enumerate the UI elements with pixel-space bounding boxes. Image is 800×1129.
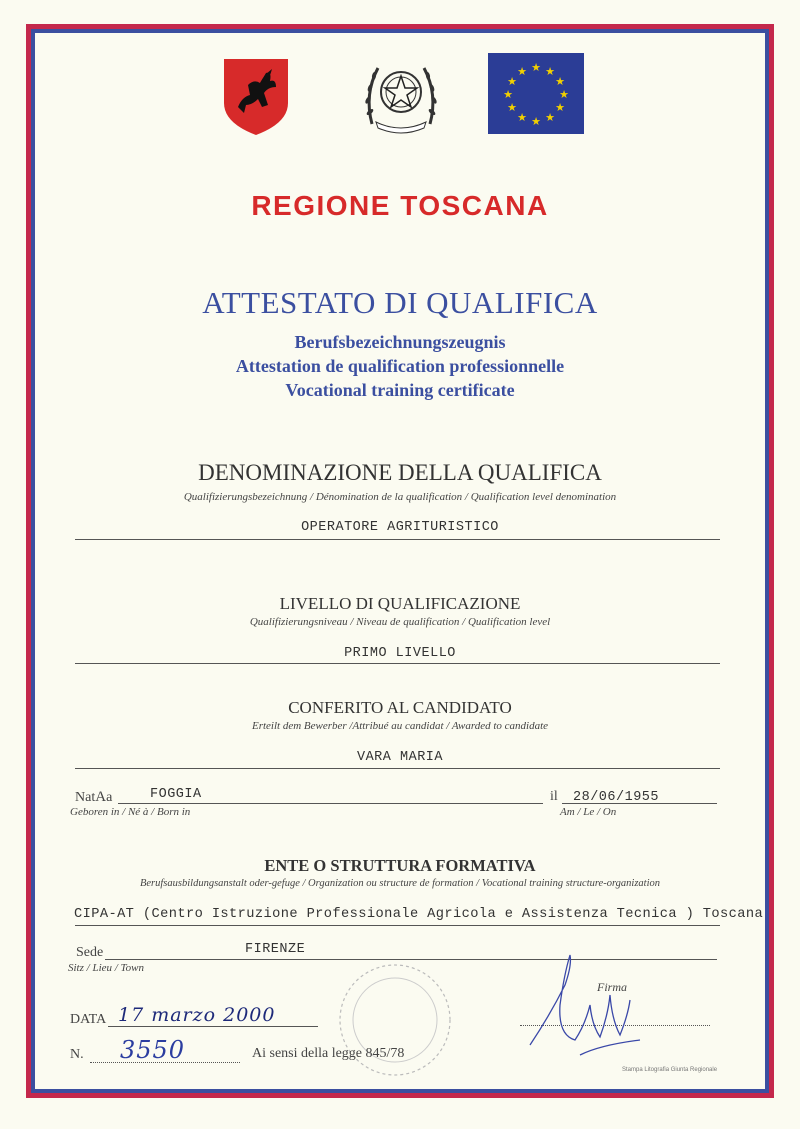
institution-translation: Berufsausbildungsanstalt oder-gefuge / Organization ou structure de formation / Vocational training structure-organization <box>139 878 661 889</box>
birth-date: 28/06/1955 <box>573 790 660 805</box>
born-suffix-a2: a <box>106 790 113 805</box>
seat-value: FIRENZE <box>245 942 306 957</box>
seat-label: Sede <box>76 945 104 960</box>
footer-number-line <box>90 1062 240 1063</box>
level-line <box>75 663 720 664</box>
qualification-heading: DENOMINAZIONE DELLA QUALIFICA <box>198 460 602 485</box>
born-label <box>75 789 112 806</box>
candidate-line <box>75 768 720 769</box>
european-union-flag-icon <box>488 53 584 134</box>
date-translation: Am / Le / On <box>560 806 617 818</box>
institution-value: CIPA-AT (Centro Istruzione Professionale Agricola e Assistenza Tecnica ) Toscana <box>74 907 764 922</box>
candidate-name: VARA MARIA <box>356 750 443 765</box>
svg-text:★: ★ <box>545 65 555 78</box>
candidate-heading: CONFERITO AL CANDIDATO <box>288 698 512 717</box>
footer-number-value: 3550 <box>120 1036 186 1064</box>
signature-scribble-icon <box>520 945 650 1065</box>
region-title: REGIONE TOSCANA <box>251 190 549 221</box>
institution-line <box>75 925 720 926</box>
svg-text:★: ★ <box>555 75 565 88</box>
footer-number-label: N. <box>70 1047 84 1062</box>
svg-text:★: ★ <box>545 111 555 124</box>
svg-text:★: ★ <box>507 101 517 114</box>
institution-heading: ENTE O STRUTTURA FORMATIVA <box>264 856 536 875</box>
subtitle-fr: Attestation de qualification professionnelle <box>235 356 565 376</box>
svg-text:★: ★ <box>507 75 517 88</box>
level-heading: LIVELLO DI QUALIFICAZIONE <box>279 594 521 613</box>
law-reference: Ai sensi della legge 845/78 <box>252 1046 405 1061</box>
footer-date-value: 17 marzo 2000 <box>118 1004 276 1026</box>
certificate-title: ATTESTATO DI QUALIFICA <box>202 285 598 320</box>
candidate-translation: Erteilt dem Bewerber /Attribué au candidat / Awarded to candidate <box>251 720 549 732</box>
birth-place: FOGGIA <box>150 787 202 802</box>
footer-date-label: DATA <box>70 1012 107 1027</box>
svg-text:★: ★ <box>517 111 527 124</box>
born-label-text: Nat <box>75 790 96 805</box>
svg-text:★: ★ <box>517 65 527 78</box>
qualification-value: OPERATORE AGRITURISTICO <box>301 520 499 535</box>
svg-text:★: ★ <box>559 88 569 101</box>
born-suffix-a: A <box>95 789 107 805</box>
qualification-translation: Qualifizierungsbezeichnung / Dénomination de la qualification / Qualification level denomination <box>183 491 617 503</box>
svg-text:★: ★ <box>555 101 565 114</box>
born-translation: Geboren in / Né à / Born in <box>70 806 191 818</box>
official-stamp-icon <box>330 960 460 1080</box>
level-value: PRIMO LIVELLO <box>344 646 456 661</box>
seat-translation: Sitz / Lieu / Town <box>68 962 145 974</box>
birth-place-line <box>118 803 543 804</box>
svg-text:★: ★ <box>531 61 541 74</box>
subtitle-en: Vocational training certificate <box>285 380 515 400</box>
tuscany-pegasus-shield-icon <box>220 57 292 137</box>
italian-republic-emblem-icon <box>362 54 440 136</box>
qualification-line <box>75 539 720 540</box>
subtitle-de: Berufsbezeichnungszeugnis <box>294 332 506 352</box>
date-label: il <box>550 789 558 804</box>
printer-credit: Stampa Litografia Giunta Regionale <box>622 1067 718 1073</box>
svg-text:★: ★ <box>531 115 541 128</box>
signature-label: Firma <box>597 980 627 994</box>
level-translation: Qualifizierungsniveau / Niveau de qualification / Qualification level <box>249 616 551 628</box>
svg-text:★: ★ <box>503 88 513 101</box>
inner-border <box>31 29 769 1093</box>
birth-date-line <box>562 803 717 804</box>
footer-date-line <box>108 1026 318 1027</box>
